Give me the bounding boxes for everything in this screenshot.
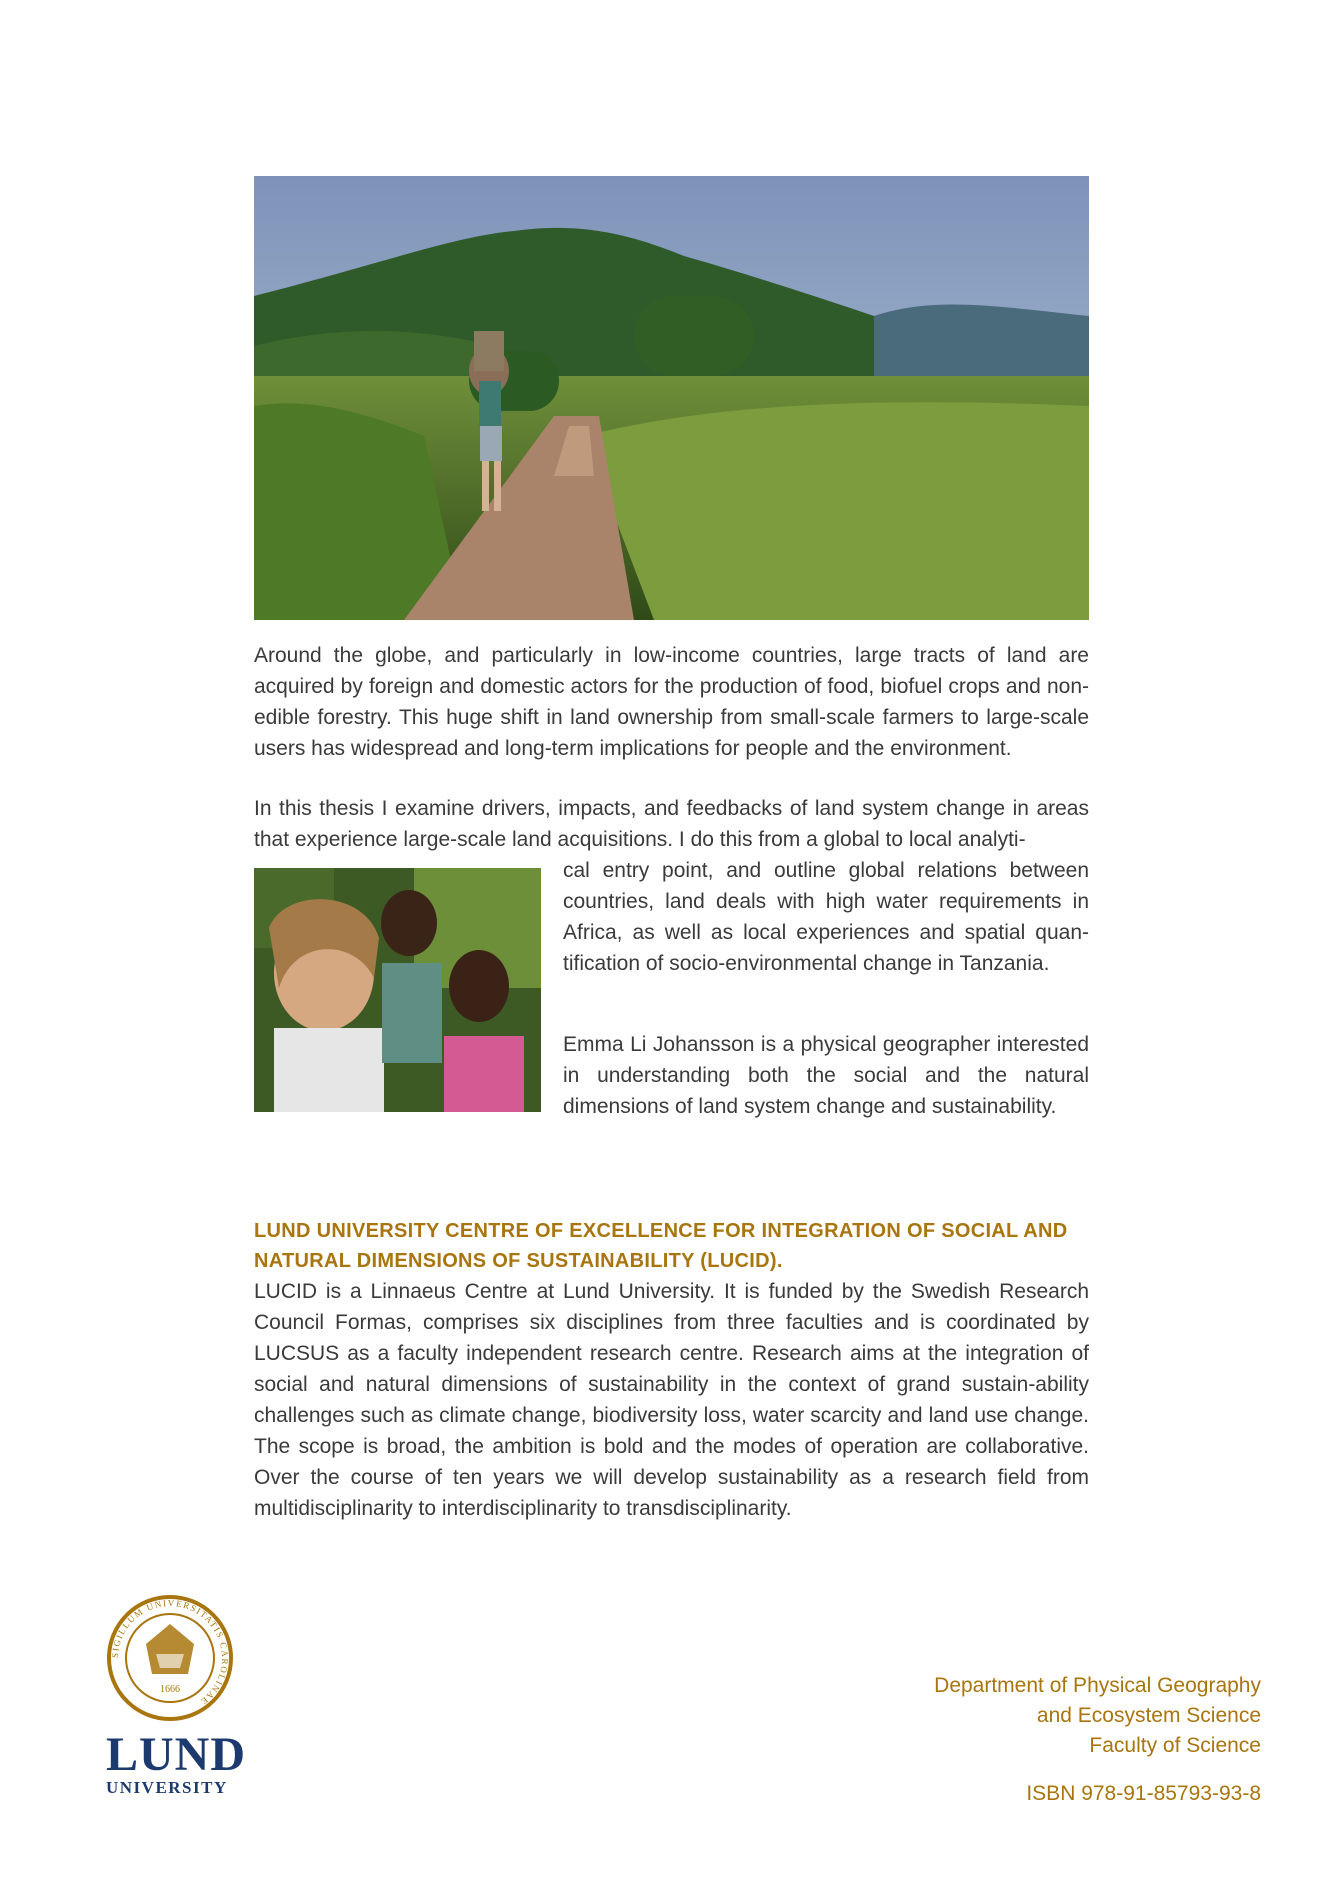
intro-paragraph: Around the globe, and particularly in low-income countries, large tracts of land are acquired by foreign and domestic actors for the production of food, biofuel crops and non-edible forestry. This huge shift in land ownership from small-scale farmers to large-scale users has widespread and long-term implications for people and the environment.: [254, 644, 1089, 760]
logo-name-university: UNIVERSITY: [106, 1778, 228, 1797]
faculty-line: Faculty of Science: [1089, 1734, 1261, 1757]
seal-text: SIGILLUM UNIVERSITATIS CAROLINAE: [109, 1597, 231, 1708]
department-line-1: Department of Physical Geography: [934, 1674, 1261, 1697]
seal-year: 1666: [160, 1684, 180, 1695]
logo-name-lund: LUND: [106, 1728, 247, 1781]
author-photo: [254, 868, 541, 1112]
lucid-description: LUCID is a Linnaeus Centre at Lund University. It is funded by the Swedish Research Council Formas, comprises six disciplines from three faculties and is coordinated by LUCSUS as a faculty independent research centre. Research aims at the integration of social and natural dimensions of sustainability in the context of grand sustain-ability challenges such as climate change, biodiversity loss, water scarcity and land use change. The scope is broad, the ambition is bold and the modes of operation are collaborative. Over the course of ten years we will develop sustainability as a research field from multidisciplinarity to interdisciplinarity to transdisciplinarity.: [254, 1280, 1089, 1520]
hero-photo: [254, 176, 1089, 620]
isbn: ISBN 978-91-85793-93-8: [1026, 1782, 1261, 1805]
lucid-heading: LUND UNIVERSITY CENTRE OF EXCELLENCE FOR INTEGRATION OF SOCIAL AND NATURAL DIMENSIONS OF SUSTAINABILITY (LUCID).: [254, 1220, 1068, 1272]
lund-university-logo: [106, 1594, 266, 1798]
author-bio: Emma Li Johansson is a physical geographer interested in understanding both the social and the natural dimensions of land system change and sustainability.: [563, 1033, 1089, 1118]
department-info: [934, 1671, 1261, 1761]
department-line-2: and Ecosystem Science: [1036, 1704, 1261, 1727]
thesis-paragraph-continued: cal entry point, and outline global relations between countries, land deals with high water requirements in Africa, as well as local experiences and spatial quan-tification of socio-environmental change in Tanzania.: [563, 859, 1089, 975]
thesis-paragraph: In this thesis I examine drivers, impacts, and feedbacks of land system change in areas that experience large-scale land acquisitions. I do this from a global to local analyti-: [254, 797, 1089, 851]
university-seal-icon: [106, 1594, 234, 1722]
